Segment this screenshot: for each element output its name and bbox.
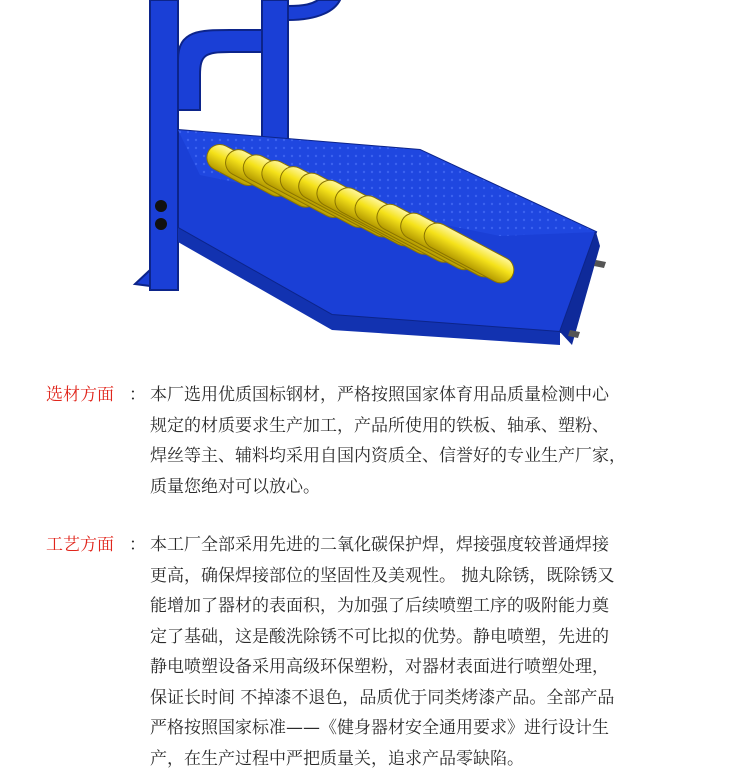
- process-line: 产，在生产过程中严把质量关，追求产品零缺陷。: [150, 744, 730, 774]
- process-line: 静电喷塑设备采用高级环保塑粉，对器材表面进行喷塑处理，: [150, 652, 730, 683]
- process-line: 本工厂全部采用先进的二氧化碳保护焊，焊接强度较普通焊接: [150, 530, 730, 561]
- process-colon: ：: [129, 530, 146, 555]
- material-line: 规定的材质要求生产加工，产品所使用的铁板、轴承、塑粉、: [150, 411, 730, 442]
- process-label: 工艺方面: [46, 530, 114, 555]
- product-image-walking-machine: [0, 0, 750, 370]
- material-text: [150, 380, 730, 502]
- process-text: [150, 530, 730, 774]
- material-line: 本厂选用优质国标钢材，严格按照国家体育用品质量检测中心: [150, 380, 730, 411]
- process-line: 更高，确保焊接部位的坚固性及美观性。 抛丸除锈，既除锈又: [150, 561, 730, 592]
- material-label: 选材方面: [46, 380, 114, 405]
- material-line: 焊丝等主、辅料均采用自国内资质全、信誉好的专业生产厂家，: [150, 441, 730, 472]
- process-line: 保证长时间 不掉漆不退色，品质优于同类烤漆产品。全部产品: [150, 683, 730, 714]
- process-line: 能增加了器材的表面积，为加强了后续喷塑工序的吸附能力奠: [150, 591, 730, 622]
- material-colon: ：: [129, 380, 146, 405]
- process-line: 定了基础，这是酸洗除锈不可比拟的优势。静电喷塑，先进的: [150, 622, 730, 653]
- process-line: 严格按照国家标准——《健身器材安全通用要求》进行设计生: [150, 713, 730, 744]
- material-line: 质量您绝对可以放心。: [150, 472, 730, 503]
